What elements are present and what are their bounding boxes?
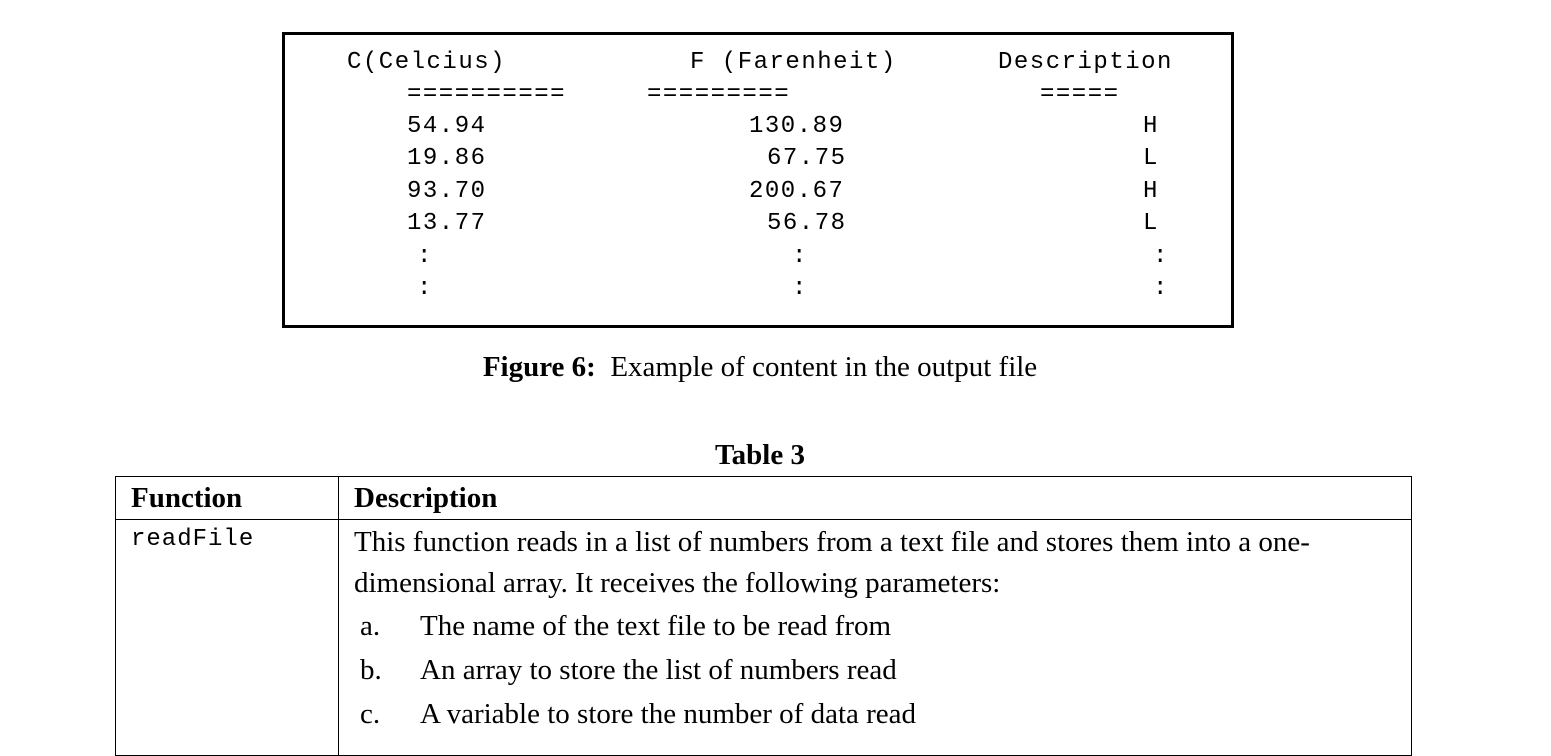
- ellipsis-dots: :: [1153, 275, 1169, 302]
- parameter-item: [354, 648, 1401, 692]
- ellipsis-dots: :: [417, 243, 433, 270]
- header-farenheit: F (Farenheit): [690, 49, 897, 76]
- figure-caption: [0, 348, 1520, 386]
- ellipsis-dots: :: [792, 275, 808, 302]
- underline-farenheit: =========: [647, 81, 791, 108]
- celcius-value: 54.94: [407, 113, 487, 140]
- table-title: Table 3: [715, 439, 805, 471]
- parameter-marker: a.: [360, 610, 381, 642]
- header-description: Description: [998, 49, 1173, 76]
- description-paragraph: This function reads in a list of numbers from a text file and stores them into a one-dimensional array. It receives the following parameters:: [354, 526, 1310, 599]
- table-header-row: [116, 477, 1412, 520]
- farenheit-value: 67.75: [767, 145, 847, 172]
- celcius-value: 19.86: [407, 145, 487, 172]
- function-description-cell: [339, 520, 1412, 756]
- output-file-example: [282, 32, 1234, 328]
- function-name-cell: readFile: [116, 520, 339, 756]
- ellipsis-dots: :: [417, 275, 433, 302]
- header-celcius: C(Celcius): [347, 49, 507, 76]
- parameter-marker: c.: [360, 698, 381, 730]
- parameter-item: [354, 604, 1401, 648]
- celcius-value: 93.70: [407, 178, 487, 205]
- figure-caption-text: Example of content in the output file: [610, 351, 1038, 383]
- farenheit-value: 200.67: [749, 178, 845, 205]
- description-value: H: [1143, 178, 1159, 205]
- parameter-text: The name of the text file to be read from: [420, 610, 892, 642]
- parameter-text: An array to store the list of numbers read: [420, 654, 897, 686]
- farenheit-value: 130.89: [749, 113, 845, 140]
- underline-description: =====: [1040, 81, 1120, 108]
- function-table: [115, 476, 1412, 756]
- parameter-marker: b.: [360, 654, 382, 686]
- celcius-value: 13.77: [407, 210, 487, 237]
- description-value: L: [1143, 210, 1159, 237]
- parameter-item: [354, 692, 1401, 736]
- ellipsis-dots: :: [792, 243, 808, 270]
- description-column-header: Description: [339, 477, 1412, 520]
- ellipsis-dots: :: [1153, 243, 1169, 270]
- farenheit-value: 56.78: [767, 210, 847, 237]
- underline-celcius: ==========: [407, 81, 567, 108]
- table-row: [116, 520, 1412, 756]
- figure-caption-label: Figure 6:: [482, 351, 596, 383]
- description-value: L: [1143, 145, 1159, 172]
- parameter-list: [354, 604, 1401, 736]
- function-column-header: Function: [116, 477, 339, 520]
- description-value: H: [1143, 113, 1159, 140]
- parameter-text: A variable to store the number of data read: [420, 698, 917, 730]
